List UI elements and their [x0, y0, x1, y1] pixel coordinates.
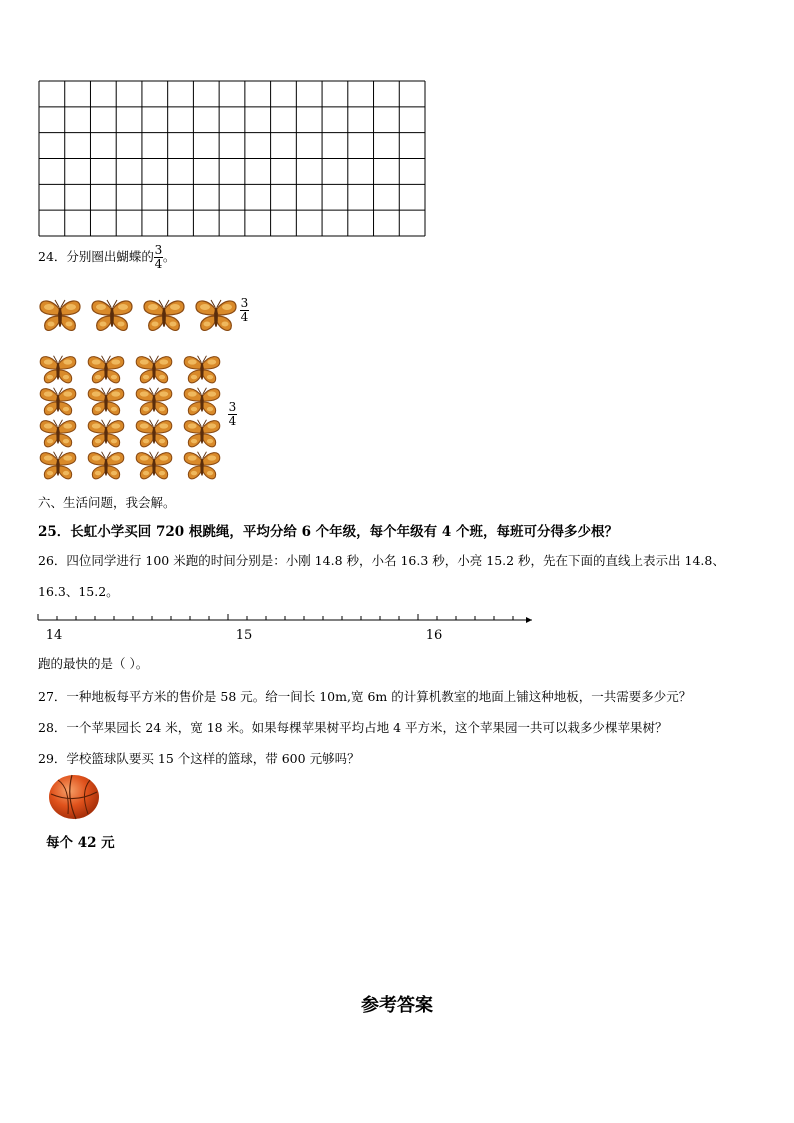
butterfly-icon: [182, 450, 222, 482]
tick-label: 16: [425, 628, 443, 643]
butterfly-grid-fraction: [228, 401, 237, 428]
butterfly-icon: [38, 298, 82, 334]
butterfly-icon: [38, 450, 78, 482]
butterfly-icon: [142, 298, 186, 334]
number-line: [34, 610, 554, 646]
question-25: 25．长虹小学买回 720 根跳绳，平均分给 6 个年级，每个年级有 4 个班，每班可分得多少根？: [38, 524, 618, 540]
q24-text: 24．分别圈出蝴蝶的: [38, 249, 154, 264]
butterfly-icon: [38, 418, 78, 450]
question-29: 29．学校篮球队要买 15 个这样的篮球，带 600 元够吗？: [38, 751, 360, 766]
question-24: [38, 244, 175, 271]
q26-answer-line: 跑的最快的是（ ）。: [38, 656, 149, 671]
butterfly-icon: [182, 418, 222, 450]
q24-tail: 。: [162, 249, 176, 264]
butterfly-row-fraction: [240, 297, 249, 324]
butterfly-icon: [86, 418, 126, 450]
butterfly-icon: [194, 298, 238, 334]
tick-label: 14: [45, 628, 63, 643]
q24-fraction: [154, 244, 163, 271]
number-line-arrow: [526, 617, 532, 623]
fraction-numerator: 3: [228, 400, 237, 414]
question-26-line1: 26．四位同学进行 100 米跑的时间分别是：小刚 14.8 秒，小名 16.3 秒，小亮 15.2 秒，先在下面的直线上表示出 14.8、: [38, 553, 725, 568]
fraction-denominator: 4: [240, 310, 249, 324]
butterfly-icon: [38, 354, 78, 386]
butterfly-icon: [134, 418, 174, 450]
basketball-icon: [48, 774, 100, 820]
fraction-numerator: 3: [240, 296, 249, 310]
question-27: 27．一种地板每平方米的售价是 58 元。给一间长 10m,宽 6m 的计算机教室的地面上铺这种地板，一共需要多少元？: [38, 689, 692, 704]
butterfly-icon: [182, 354, 222, 386]
writing-grid: [38, 80, 426, 237]
butterfly-icon: [134, 386, 174, 418]
question-28: 28．一个苹果园长 24 米，宽 18 米。如果每棵苹果树平均占地 4 平方米，这个苹果园一共可以栽多少棵苹果树？: [38, 720, 668, 735]
butterfly-icon: [86, 386, 126, 418]
basketball-price: 每个 42 元: [46, 835, 115, 851]
tick-label: 15: [235, 628, 253, 643]
butterfly-icon: [38, 386, 78, 418]
butterfly-icon: [182, 386, 222, 418]
butterfly-icon: [86, 354, 126, 386]
fraction-denominator: 4: [154, 257, 163, 271]
fraction-numerator: 3: [154, 243, 163, 257]
section-title: 六、生活问题，我会解。: [38, 495, 176, 510]
butterfly-icon: [86, 450, 126, 482]
butterfly-icon: [90, 298, 134, 334]
answers-heading: 参考答案: [361, 995, 433, 1016]
fraction-denominator: 4: [228, 414, 237, 428]
butterfly-icon: [134, 354, 174, 386]
butterfly-icon: [134, 450, 174, 482]
question-26-line2: 16.3、15.2。: [38, 584, 119, 599]
